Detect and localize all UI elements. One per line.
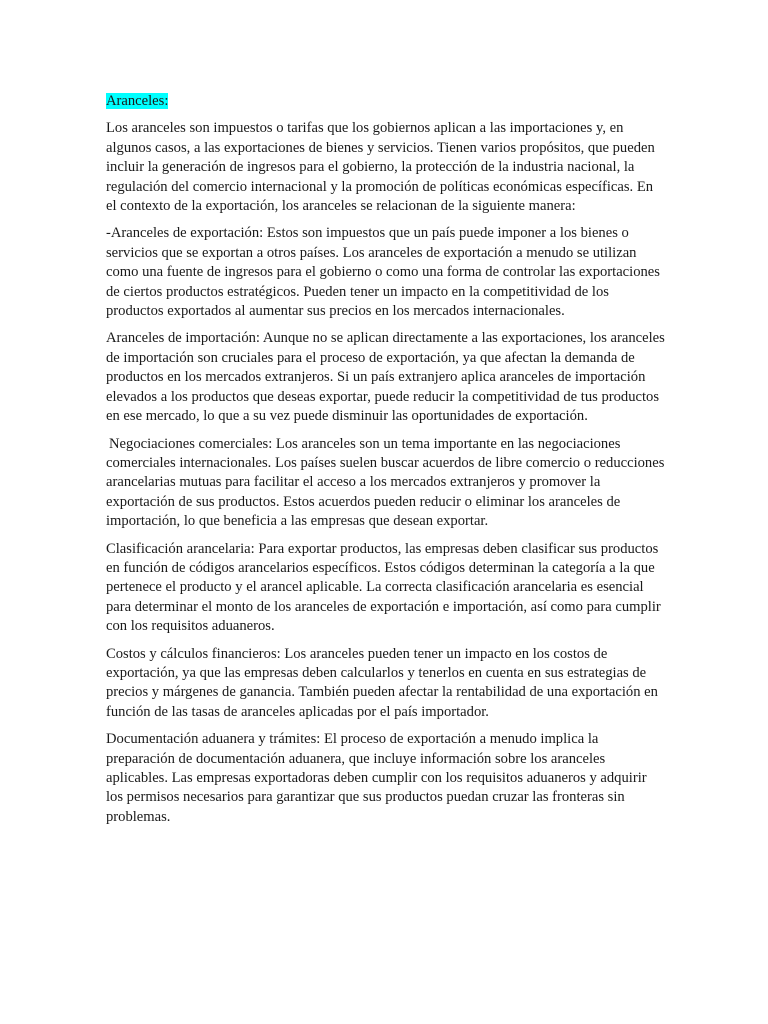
paragraph-costs: Costos y cálculos financieros: Los aranceles pueden tener un impacto en los costos de exportación, ya que las empresas deben calcularlos y tenerlos en cuenta en sus estrategias de precios y márgenes de ganancia. También pueden afectar la rentabilidad de una exportación en función de las tasas de aranceles aplicadas por el país importador. — [106, 645, 658, 720]
paragraph-trade-negotiations: Negociaciones comerciales: Los aranceles son un tema importante en las negociaciones comerciales internacionales. Los países suelen buscar acuerdos de libre comercio o reducciones arancelarias mutuas para facilitar el acceso a los mercados extranjeros y promover la exportación de sus productos. Estos acuerdos pueden reducir o eliminar los aranceles de importación, lo que beneficia a las empresas que desean exportar. — [106, 435, 665, 530]
heading-highlight: Aranceles: — [106, 93, 169, 109]
paragraph-intro: Los aranceles son impuestos o tarifas que los gobiernos aplican a las importaciones y, en algunos casos, a las exportaciones de bienes y servicios. Tienen varios propósitos, que pueden incluir la generación de ingresos para el gobierno, la protección de la industria nacional, la regulación del comercio internacional y la promoción de políticas económicas específicas. En el contexto de la exportación, los aranceles se relacionan de la siguiente manera: — [106, 120, 655, 215]
document-heading — [106, 92, 666, 111]
paragraph-import-tariffs: Aranceles de importación: Aunque no se aplican directamente a las exportaciones, los aranceles de importación son cruciales para el proceso de exportación, ya que afectan la demanda de productos en los mercados extranjeros. Si un país extranjero aplica aranceles de importación elevados a los productos que deseas exportar, puede reducir la competitividad de tus productos en ese mercado, lo que a su vez puede disminuir las oportunidades de exportación. — [106, 330, 665, 425]
paragraph-customs-docs: Documentación aduanera y trámites: El proceso de exportación a menudo implica la preparación de documentación aduanera, que incluye información sobre los aranceles aplicables. Las empresas exportadoras deben cumplir con los requisitos aduaneros y adquirir los permisos necesarios para garantizar que sus productos puedan cruzar las fronteras sin problemas. — [106, 731, 647, 825]
paragraph-tariff-classification: Clasificación arancelaria: Para exportar productos, las empresas deben clasificar sus productos en función de códigos arancelarios específicos. Estos códigos determinan la categoría a la que pertenece el producto y el arancel aplicable. La correcta clasificación arancelaria es esencial para determinar el monto de los aranceles de exportación e importación, así como para cumplir con los requisitos aduaneros. — [106, 540, 661, 635]
document-page — [106, 92, 666, 835]
paragraph-export-tariffs: -Aranceles de exportación: Estos son impuestos que un país puede imponer a los bienes o servicios que se exportan a otros países. Los aranceles de exportación a menudo se utilizan como una fuente de ingresos para el gobierno o como una forma de controlar las exportaciones de ciertos productos estratégicos. Pueden tener un impacto en la competitividad de los productos exportados al aumentar sus precios en los mercados internacionales. — [106, 225, 660, 320]
